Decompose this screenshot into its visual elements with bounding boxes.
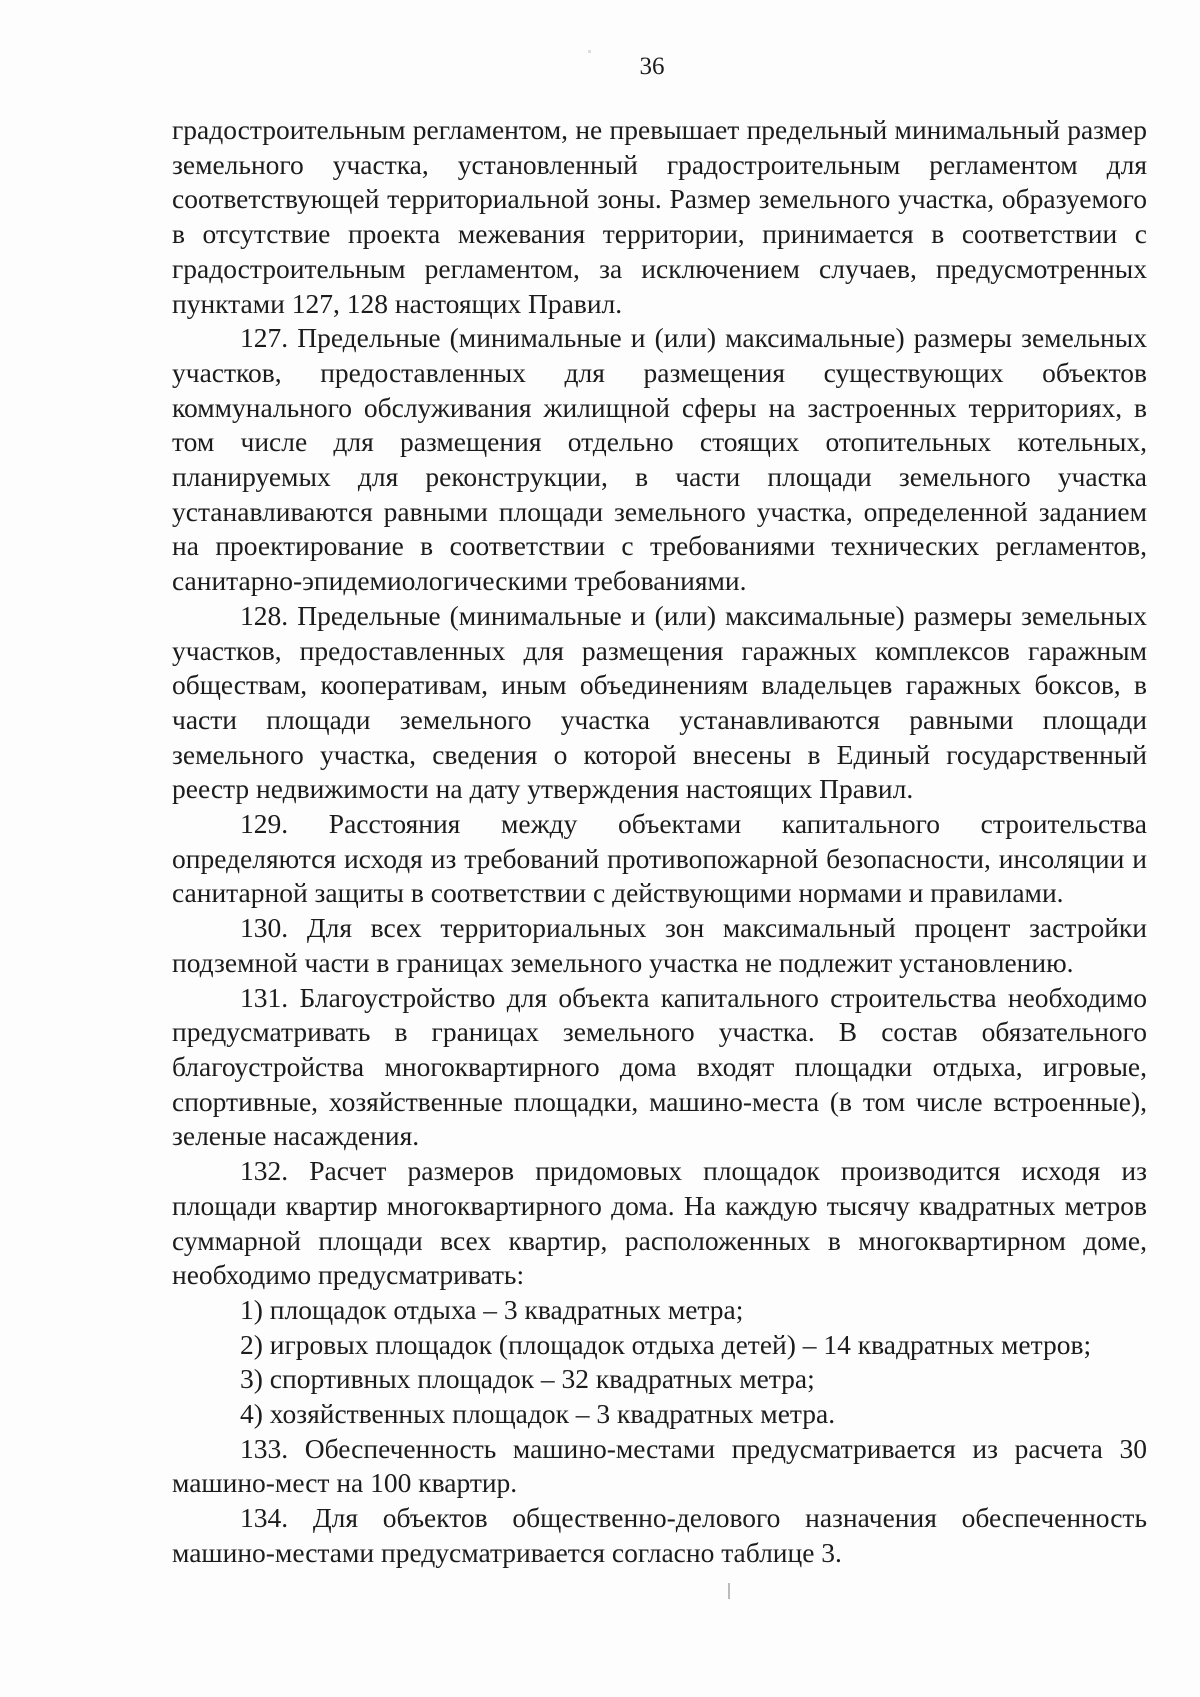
paragraph-131: 131. Благоустройство для объекта капитального строительства необходимо предусматривать в границах земельного участка. В состав обязательного благоустройства многоквартирного дома входят площадки отдыха, игровые, спортивные, хозяйственные площадки, машино-места (в том числе встроенные), зеленые насаждения. bbox=[172, 981, 1147, 1152]
list-item: 3) спортивных площадок – 32 квадратных метра; bbox=[240, 1363, 815, 1395]
list-item: 4) хозяйственных площадок – 3 квадратных метра. bbox=[240, 1398, 836, 1430]
page-number: 36 bbox=[639, 53, 665, 80]
paragraph-133: 133. Обеспеченность машино-местами предусматривается из расчета 30 машино-мест на 100 квартир. bbox=[172, 1432, 1147, 1499]
scan-speck bbox=[728, 1583, 730, 1599]
paragraph-132: 132. Расчет размеров придомовых площадок производится исходя из площади квартир многоквартирного дома. На каждую тысячу квадратных метров суммарной площади всех квартир, расположенных в многоквартирном доме, необходимо предусматривать: bbox=[172, 1155, 1147, 1291]
document-body bbox=[172, 113, 1147, 1571]
list-item: 1) площадок отдыха – 3 квадратных метра; bbox=[240, 1293, 744, 1325]
paragraph-127: 127. Предельные (минимальные и (или) максимальные) размеры земельных участков, предоставленных для размещения существующих объектов коммунального обслуживания жилищной сферы на застроенных территориях, в том числе для размещения отдельно стоящих отопительных котельных, планируемых для реконструкции, в части площади земельного участка устанавливаются равными площади земельного участка, определенной заданием на проектирование в соответствии с требованиями технических регламентов, санитарно-эпидемиологическими требованиями. bbox=[172, 322, 1147, 597]
paragraph-134: 134. Для объектов общественно-делового назначения обеспеченность машино-местами предусматривается согласно таблице 3. bbox=[172, 1502, 1147, 1568]
scan-speck bbox=[588, 50, 591, 53]
paragraph-continuation: градостроительным регламентом, не превышает предельный минимальный размер земельного участка, установленный градостроительным регламентом для соответствующей территориальной зоны. Размер земельного участка, образуемого в отсутствие проекта межевания территории, принимается в соответствии с градостроительным регламентом, за исключением случаев, предусмотренных пунктами 127, 128 настоящих Правил. bbox=[172, 114, 1147, 319]
paragraph-129: 129. Расстояния между объектами капитального строительства определяются исходя из требований противопожарной безопасности, инсоляции и санитарной защиты в соответствии с действующими нормами и правилами. bbox=[172, 808, 1147, 909]
list-item: 2) игровых площадок (площадок отдыха детей) – 14 квадратных метров; bbox=[240, 1328, 1092, 1360]
paragraph-130: 130. Для всех территориальных зон максимальный процент застройки подземной части в границах земельного участка не подлежит установлению. bbox=[172, 912, 1147, 978]
paragraph-128: 128. Предельные (минимальные и (или) максимальные) размеры земельных участков, предоставленных для размещения гаражных комплексов гаражным обществам, кооперативам, иным объединениям владельцев гаражных боксов, в части площади земельного участка устанавливаются равными площади земельного участка, сведения о которой внесены в Единый государственный реестр недвижимости на дату утверждения настоящих Правил. bbox=[172, 599, 1147, 805]
